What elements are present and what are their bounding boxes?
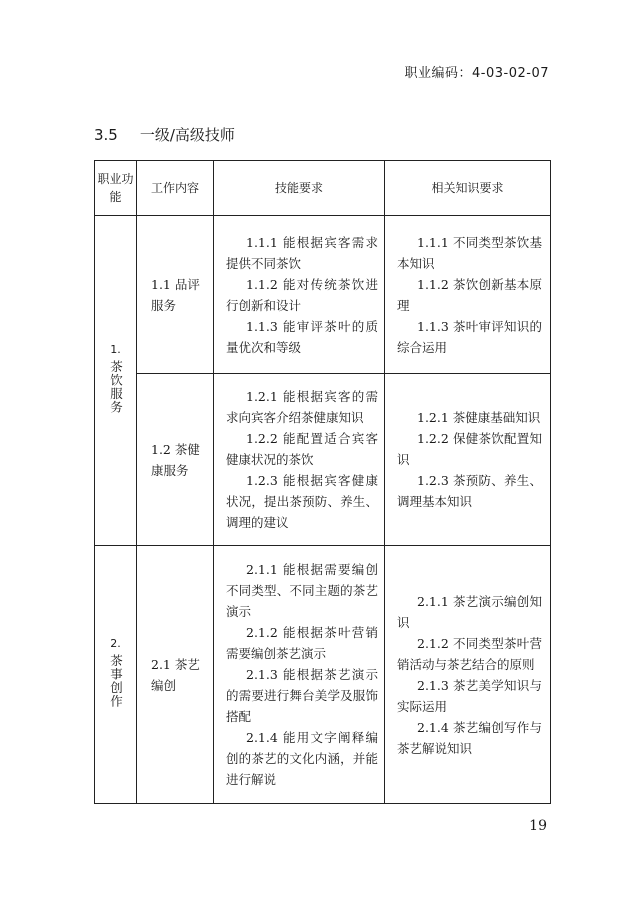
skill-item: 2.1.2 能根据茶叶营销需要编创茶艺演示: [226, 625, 378, 661]
knowledge-item: 2.1.3 茶艺美学知识与实际运用: [397, 677, 542, 714]
knowledge-item: 1.2.1 茶健康基础知识: [417, 410, 541, 425]
knowledge-cell: [385, 374, 551, 546]
table-header-row: [95, 161, 551, 216]
table-row: [95, 374, 551, 546]
knowledge-item: 1.1.3 茶叶审评知识的综合运用: [397, 318, 542, 355]
section-title: 一级/高级技师: [139, 126, 235, 144]
skill-cell: [214, 216, 385, 374]
knowledge-cell: [385, 216, 551, 374]
page-number: 19: [529, 818, 547, 834]
header-knowledge: 相关知识要求: [385, 161, 551, 216]
function-number: 1.: [110, 342, 121, 356]
content-cell: 1.1 品评服务: [137, 216, 214, 374]
section-number: 3.5: [94, 126, 118, 144]
occupation-code: 职业编码：4-03-02-07: [404, 66, 549, 81]
skill-item: 1.2.3 能根据宾客健康状况，提出茶预防、养生、调理的建议: [226, 473, 378, 530]
knowledge-item: 2.1.1 茶艺演示编创知识: [397, 593, 542, 630]
knowledge-item: 1.1.1 不同类型茶饮基本知识: [397, 234, 542, 271]
knowledge-item: 2.1.4 茶艺编创写作与茶艺解说知识: [397, 719, 542, 756]
skill-item: 2.1.3 能根据茶艺演示的需要进行舞台美学及服饰搭配: [226, 667, 378, 724]
knowledge-item: 1.2.3 茶预防、养生、调理基本知识: [397, 473, 542, 509]
skill-item: 1.2.2 能配置适合宾客健康状况的茶饮: [226, 431, 378, 467]
knowledge-item: 2.1.2 不同类型茶叶营销活动与茶艺结合的原则: [397, 635, 542, 672]
content-cell: 2.1 茶艺编创: [137, 546, 214, 804]
header-content: 工作内容: [137, 161, 214, 216]
section-heading: [94, 124, 235, 145]
content-cell: 1.2 茶健康服务: [137, 374, 214, 546]
skill-item: 2.1.4 能用文字阐释编创的茶艺的文化内涵，并能进行解说: [226, 730, 378, 787]
skill-item: 1.1.3 能审评茶叶的质量优次和等级: [226, 318, 378, 355]
function-name: 茶事创作: [108, 653, 124, 708]
function-number: 2.: [110, 636, 121, 650]
skill-cell: [214, 546, 385, 804]
skill-cell: [214, 374, 385, 546]
header-function: 职业功能: [95, 161, 137, 216]
skill-item: 1.2.1 能根据宾客的需求向宾客介绍茶健康知识: [226, 389, 378, 425]
skills-table: [94, 160, 551, 804]
header-skill: 技能要求: [214, 161, 385, 216]
table-row: [95, 216, 551, 374]
function-cell: [95, 216, 137, 546]
skill-item: 2.1.1 能根据需要编创不同类型、不同主题的茶艺演示: [226, 562, 378, 619]
function-cell: [95, 546, 137, 804]
function-name: 茶饮服务: [108, 359, 124, 414]
table-row: [95, 546, 551, 804]
skill-item: 1.1.2 能对传统茶饮进行创新和设计: [226, 276, 378, 313]
knowledge-item: 1.1.2 茶饮创新基本原理: [397, 276, 542, 313]
knowledge-cell: [385, 546, 551, 804]
skill-item: 1.1.1 能根据宾客需求提供不同茶饮: [226, 234, 378, 271]
knowledge-item: 1.2.2 保健茶饮配置知识: [397, 431, 542, 467]
